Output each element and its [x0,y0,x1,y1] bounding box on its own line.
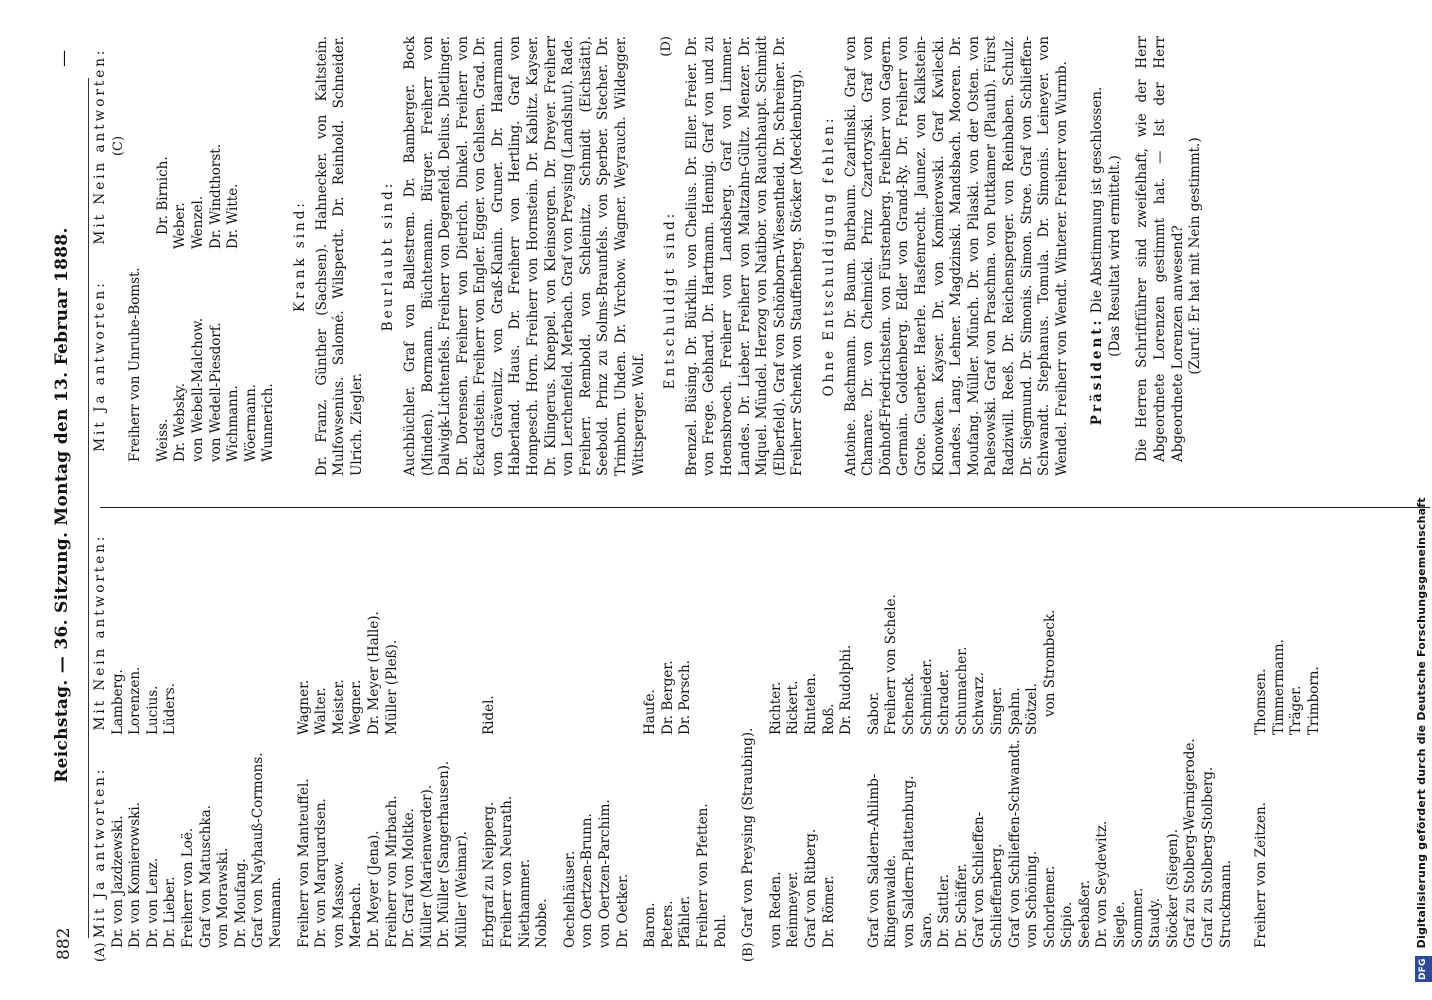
list-item: von Morawski. [215,847,232,948]
ja-list-1 [110,735,286,962]
list-item: Graf von Nayhauß-Cormons. [250,752,267,948]
list-item: Haufe. [642,689,659,735]
ja-list-4 [562,522,632,962]
list-item: Dr. von Lenz. [144,857,161,948]
list-item: Dr. Berger. [659,660,676,735]
margin-marker-d: (D) [659,36,675,57]
list-item: Pohl. [712,914,729,948]
list-item: Graf von Schlieffen-Schlieffenberg. [971,811,1005,948]
list-item: Reinmeyer. [785,871,802,948]
list-item: Graf von Schlieffen-Schwandt. [1006,739,1023,948]
list-item: Struckmann. [1217,859,1234,948]
list-item: Saro. [918,912,935,948]
list-item: Freiherr von Mirbach. [383,795,400,948]
list-item: Baron. [642,902,659,948]
nein-heading-right: Mit Nein antworten: [92,47,108,245]
list-item: Neumann. [267,876,284,948]
list-item: Wöermann. [242,383,259,462]
ohne-heading: Ohne Entschuldigung fehlen: [820,115,837,397]
list-item: von Wedell-Piesdorf. [207,322,224,462]
column-divider [100,507,1430,508]
dfg-logo-icon: DFG [1415,956,1432,982]
list-item: Spahn. [1006,687,1023,735]
header-rule [88,78,89,938]
list-item: Weber. [172,202,189,249]
list-item: von Oertzen-Parchim. [597,799,614,948]
list-item: Lamberg. [109,669,126,735]
ja-heading: Mit Ja antworten: [92,766,108,939]
list-item: Graf zu Stolberg-Wernigerode. [1182,738,1199,948]
list-item: Richter. [767,681,784,735]
list-item: Trimborn. [1306,666,1322,735]
list-item: Dr. Meyer (Jena). [365,830,382,948]
list-item: Rintelen. [802,673,819,735]
nein-list-right [155,36,278,249]
nein-list-2 [296,522,472,735]
list-item: Stötzel. [1024,683,1041,735]
list-item: Freiherr von Manteuffel. [295,778,312,948]
list-item: Schrader. [936,669,953,735]
krank-list: Dr. Franz. Günther (Sachsen). Hahnecker. von Kaltstein. Mulfowsenius. Salomé. Wilsperdt. Dr. Reinhold. Schneider. Ulrich. Ziegler. [313,36,365,476]
list-item: Freiherr von Loë. [179,827,196,948]
page-header [50,50,80,960]
list-item: Dr. von Seydewitz. [1094,820,1111,948]
list-item: Weiss. [154,418,171,462]
ja-list-3 [481,735,551,962]
nein-list-7 [866,522,1235,735]
list-item: Sabor. [865,691,882,735]
list-item: Dr. Moufang. [232,858,249,948]
list-item: Träger. [1288,685,1305,735]
list-item: Thomsen. [1253,668,1270,735]
entschuldigt-heading: Entschuldigt sind: [662,210,679,390]
list-item: von Oertzen-Brunn. [579,813,596,948]
list-item: Müller (Marienwerder). [418,784,435,948]
left-column [92,522,1412,962]
list-item: Wenzel. [189,195,206,249]
list-item: Graf von Saldern-Ahlimb-Ringenwalde. [865,773,900,948]
list-item: Nobbe. [534,898,551,948]
entschuldigt-list: Brenzel. Büsing. Dr. Bürklin. von Chelius. Dr. Eller. Freier. Dr. von Frege. Gebhard. Dr. Hartmann. Hennig. Graf von und zu Hoensbroech. Freiherr von Landsberg. Graf von Limmer. Landes. Dr. Lieber. Freiherr von Maltzahn-Gültz. Menzer. Dr. Miquel. Mündel. Herzog von Natibor. von Rauchhaupt. Schmidt (Elberfeld). Graf von Schönborn-Wiesentheid. Dr. Schreiner. Dr. Freiherr Schenk von Stauffenberg. Stöcker (Mecklenburg). [683,36,806,476]
list-item: Wegner. [348,679,365,735]
list-item: Singer. [988,686,1005,735]
ja-list-7 [866,735,1235,962]
result-note: (Das Resultat wird ermittelt.) [1106,155,1123,357]
ja-list-5 [642,735,730,962]
list-item: Timmermann. [1270,639,1287,735]
list-item: Freiherr von Zeitzen. [1253,802,1270,948]
list-item: Dr. Graf von Moltke. [401,808,418,948]
list-item: Scipio. [1059,901,1076,948]
list-item: Roß. [820,703,837,735]
list-item: von Webell-Malchow. [189,317,206,462]
margin-marker-c: (C) [110,135,126,157]
page-number: 882 [54,927,74,960]
margin-marker-a: (A) [93,942,108,962]
funding-footer [1413,497,1432,982]
list-item: Rickert. [785,680,802,735]
list-item: Erbgraf zu Neipperg. [481,801,498,948]
footer-text: Digitalisierung gefördert durch die Deutsche Forschungsgemeinschaft [1415,497,1428,949]
body-paragraph: Die Herren Schriftführer sind zweifelhaft, wie der Herr Abgeordnete Lorenzen gestimmt hat. — Ist der Herr Abgeordnete Lorenzen anwesend? [1134,36,1186,462]
list-item: Dr. Schäffer. [953,863,970,948]
list-item: Schorlemer. [1041,865,1058,948]
list-item: Dr. Lieber. [162,876,179,948]
interjection: (Zuruf: Er hat mit Nein gestimmt.) [1187,137,1204,375]
list-item: von Schöning. [1024,850,1041,948]
list-item: von Saldern-Plattenburg. [900,775,917,948]
list-item: Graf von Ritberg. [802,828,819,948]
list-item: Dr. Birnich. [154,156,171,235]
list-item: Müller (Pleß). [383,639,400,735]
ja-heading-right: Mit Ja antworten: [92,280,108,452]
list-item: Meister. [330,679,347,735]
list-item: Stöcker (Siegen). [1164,829,1181,948]
list-item: Schmieder. [918,658,935,735]
list-item: Sommer. [1129,887,1146,948]
list-item: Pfähler. [677,895,694,948]
list-item: Freiherr von Unruhe-Bomst. [127,267,144,462]
list-item: Dr. Sattler. [936,873,953,948]
list-item: Dr. von Komierowski. [127,802,144,948]
list-item: Dr. von Marquardsen. [313,798,330,948]
list-item: Graf von Matuschka. [197,804,214,948]
list-item: Freiherr von Neurath. [499,795,516,948]
list-item: Siegle. [1112,901,1129,948]
nein-list-6 [768,522,856,735]
list-item: Dr. von Jazdzewski. [109,815,126,948]
list-item: Lorenzen. [127,666,144,735]
nein-list-5 [642,522,730,735]
nein-list-8 [1253,522,1323,735]
praesident-label: Präsident: [1089,317,1106,426]
list-item: Lucius. [144,685,161,735]
list-item: Wichmann. [225,385,242,462]
list-item: Staudy. [1147,897,1164,948]
list-item: Dr. Windthorst. [207,143,224,249]
nein-single: Ridel. [481,695,498,735]
header-dash: — [54,50,74,67]
praesident-statement: Die Abstimmung ist geschlossen. [1089,86,1106,314]
list-item: von Reden. [767,871,784,948]
list-item: Peters. [659,900,676,948]
list-item: Dr. Rudolphi. [838,644,855,735]
list-item: Seebaßer. [1076,879,1093,948]
nein-list-1 [110,522,286,735]
list-item: Müller (Weimar). [453,830,470,948]
list-item: Lüders. [162,683,179,735]
ja-list-right [155,249,278,476]
list-item: Graf von Preysing (Straubing). [740,727,757,938]
ja-list-2 [296,735,472,962]
list-item: Wagner. [295,679,312,735]
beurlaubt-heading: Beurlaubt sind: [380,180,397,332]
list-item: Walter. [313,687,330,735]
list-item: Wunnerich. [260,383,277,462]
list-item: Dr. Römer. [820,875,837,948]
list-item: Dr. Websky. [172,382,189,462]
list-item: Schenck. [900,672,917,735]
list-item: Oechelhäuser. [561,850,578,948]
margin-marker-b: (B) [741,942,757,962]
list-item: Niethammer. [516,858,533,948]
list-item: Dr. Müller (Sangerhausen). [436,760,453,948]
list-item: von Massow. [330,861,347,948]
list-item: Freiherr von Pfetten. [695,803,711,948]
list-item: von Strombeck. [1041,609,1058,717]
list-item: Merbach. [348,882,365,948]
list-item: Graf zu Stolberg-Stolberg. [1200,766,1217,948]
list-item: Schwarz. [971,672,988,735]
nein-heading: Mit Nein antworten: [92,533,108,731]
list-item: Dr. Witte. [225,183,242,249]
list-item: Dr. Oetker. [614,873,631,948]
list-item: Dr. Meyer (Halle). [365,611,382,735]
krank-heading: Krank sind: [291,200,308,312]
beurlaubt-list: Auchbüchler. Graf von Ballestrem. Dr. Bamberger. Bock (Minden). Bormann. Büchtemann. Bürger. Freiherr von Dalwigk-Lichtenfels. Freiherr von Degenfeld. Delius. Dietlinger. Dr. Dorensen. Freiherr von Dietrich. Dinkel. Freiherr von Eckardstein. Freiherr von Engler. Egger. von Gehlsen. Grad. Dr. von Grävenitz. von Graß-Klanin. Gruner. Dr. Haarmann. Haberland. Haus. Dr. Freiherr von Hertling. Graf von Hompesch. Horn. Freiherr von Hornstein. Dr. Kablitz. Kayser. Dr. Klingerus. Kneppel. von Kleinsorgen. Dr. Dreyer. Freiherr von Lerchenfeld. Merbach. Graf von Preysing (Landshut). Rade. Freiherr. Rembold. von Schleinitz. Schmidt (Eichstätt). Seebold. Prinz zu Solms-Braunfels. von Sperber. Stecher. Dr. Trimborn. Uhden. Dr. Virchow. Wagner. Weyrauch. Wildegger. Wittsperger. Wolf. [401,36,647,476]
ja-list-6 [768,735,856,962]
page-title: Reichstag. — 36. Sitzung. Montag den 13. Februar 1888. [52,227,72,783]
right-column [92,36,1412,476]
list-item: Dr. Porsch. [677,660,694,735]
list-item: Freiherr von Schele. [883,594,900,735]
list-item: Schumacher. [953,646,970,735]
ohne-list: Antoine. Bachmann. Dr. Baum. Burbaum. Czarlinski. Graf von Chamare. Dr. von Chelmicki. Prinz Czartoryski. Graf von Dönhoff-Friedrichstein. von Fürstenberg. Freiherr von Gagern. Germain. Goldenberg. Edler von Grand-Ry. Dr. Freiherr von Grote. Guerber. Haerle. Hasfenrecht. Jaunez. von Kalkstein-Klonowken. Kayser. Dr. von Komierowski. Graf Kwilecki. Landes. Lang. Lehner. Magdzinski. Mandsbach. Mooren. Dr. Moufang. Müller. Münch. Dr. von Pilaski. von der Osten. von Palesowski. Graf von Praschma. von Puttkamer (Plauth). Fürst Radziwill. Reeß. Dr. Reichensperger. von Reinbaben. Schulz. Dr. Siegmund. Dr. Simonis. Simon. Stroe. Graf von Schlieffen-Schwandt. Stephanus. Tomula. Dr. Simonis. Leineyer. von Wendel. Freiherr von Wendt. Winterer. Freiherr von Wurmb. [842,36,1070,476]
